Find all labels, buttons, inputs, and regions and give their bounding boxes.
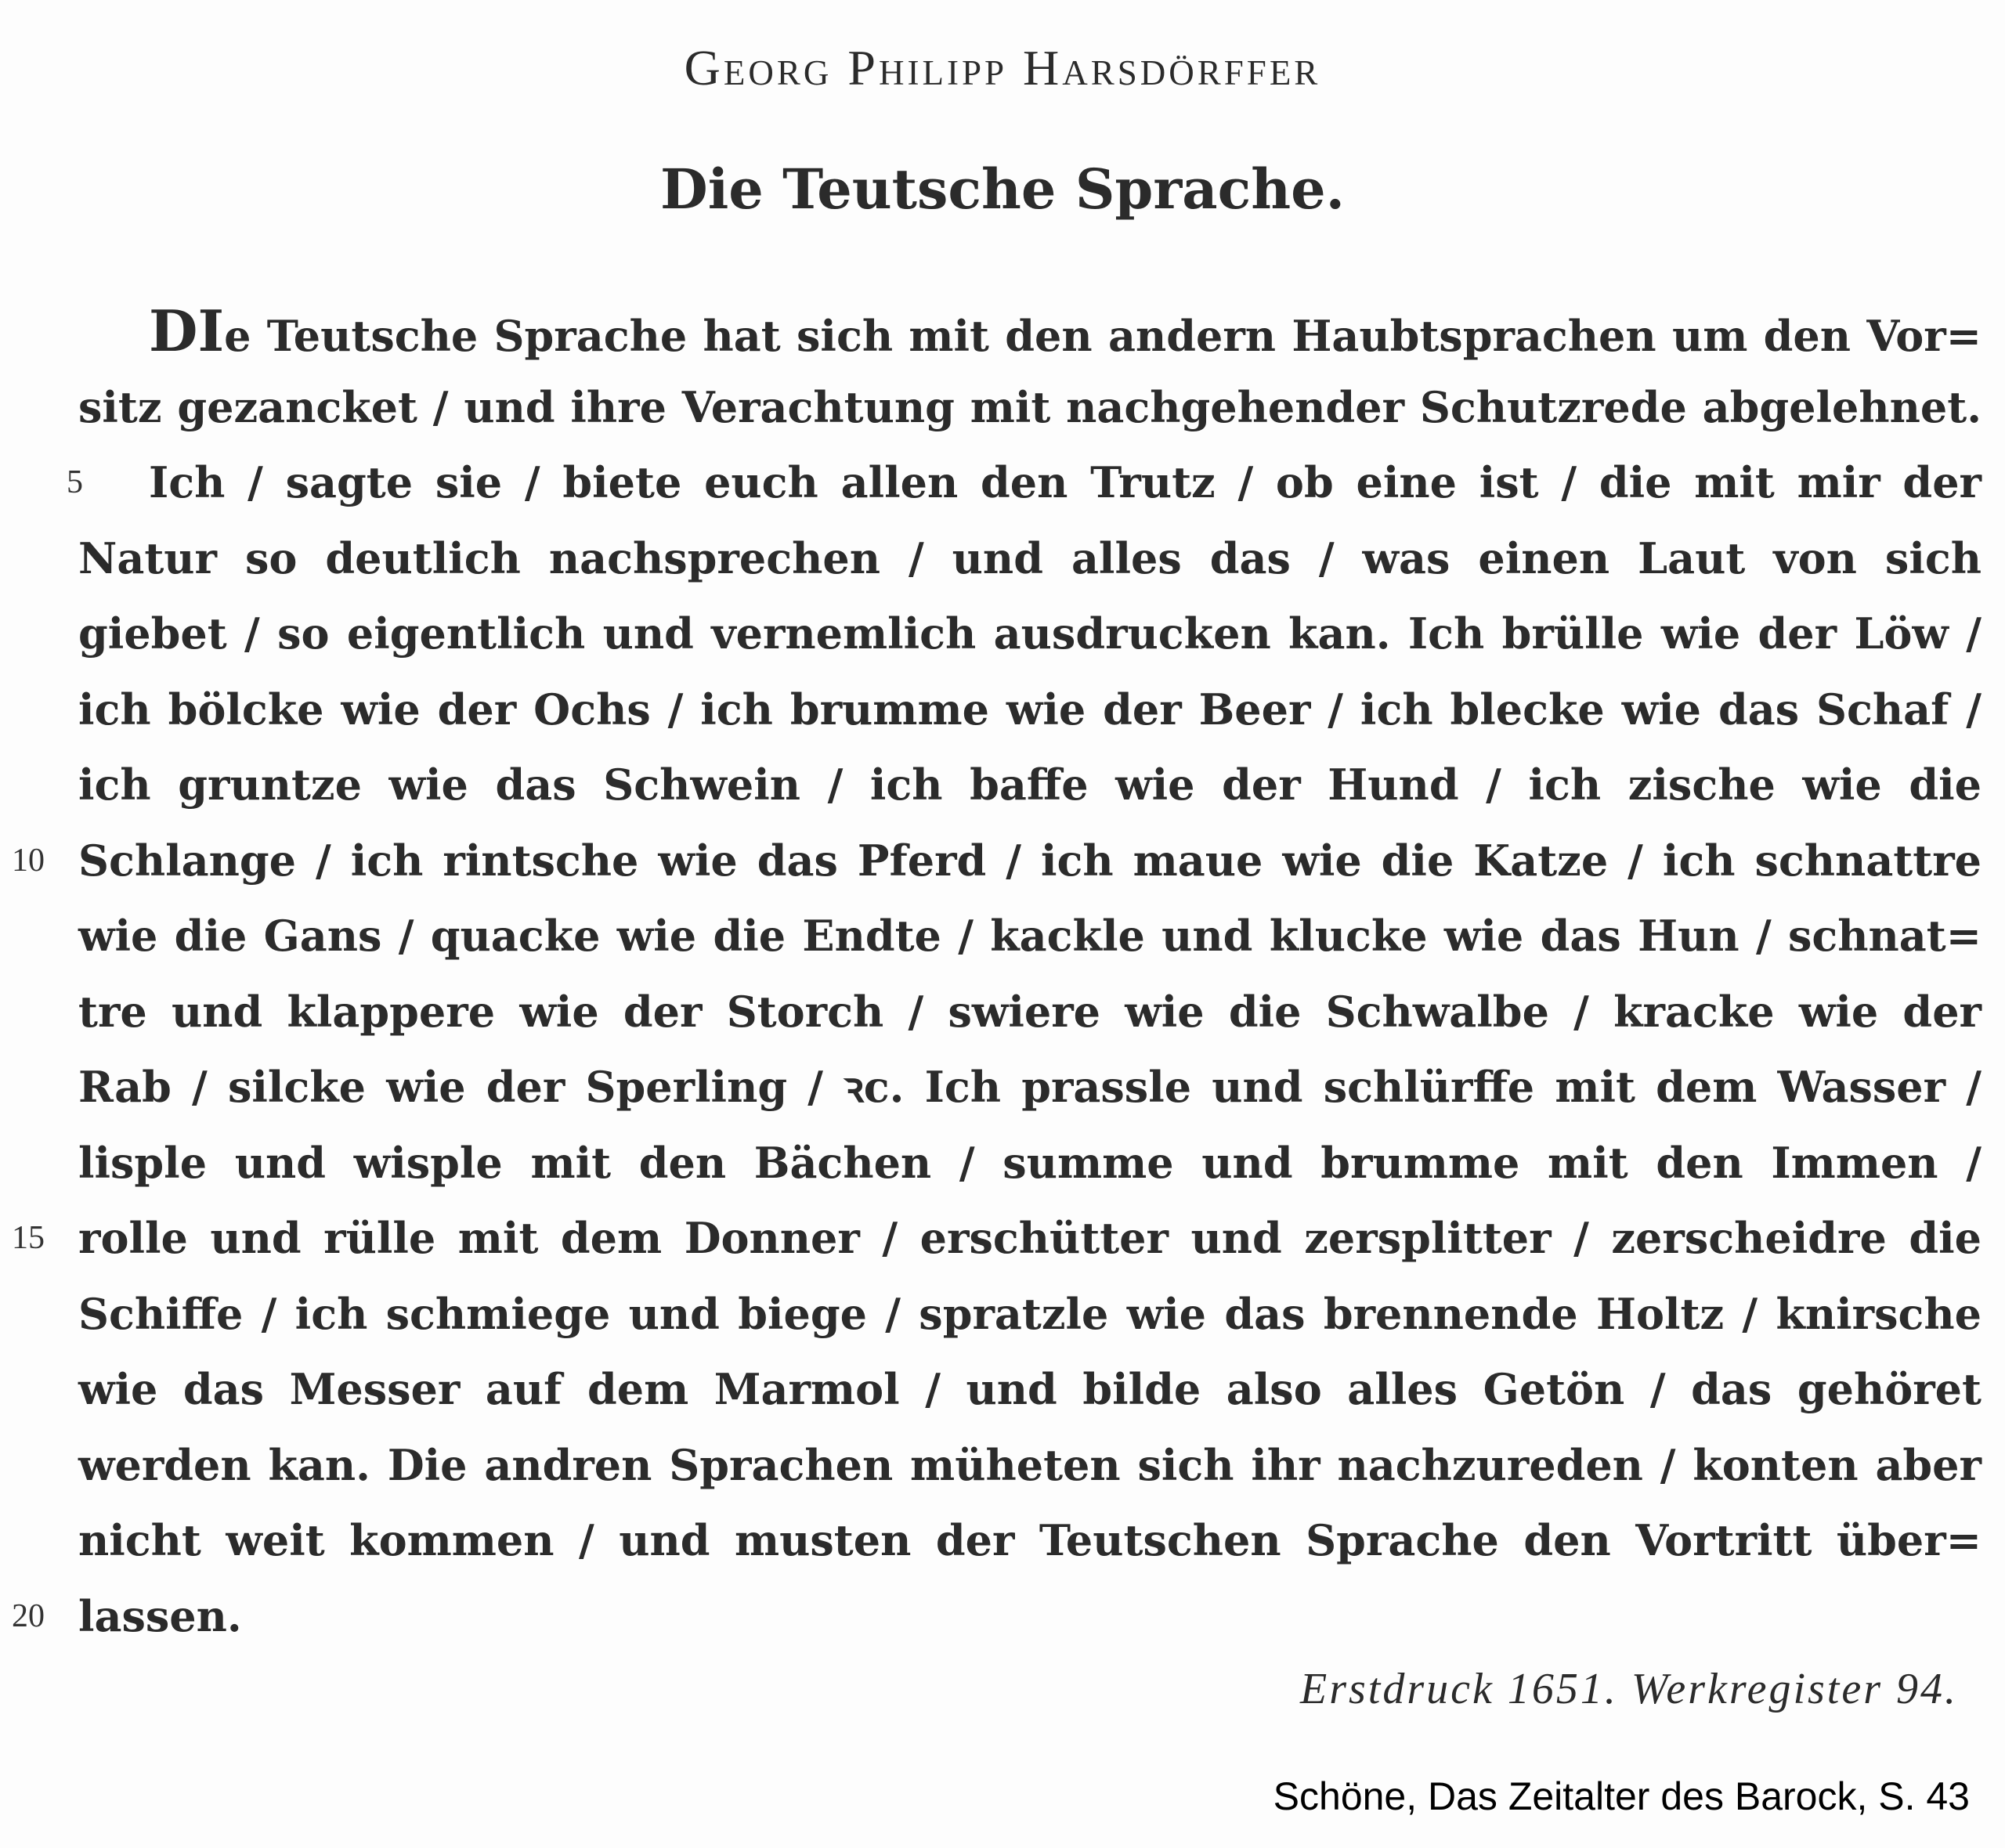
text-line-13 bbox=[12, 1200, 1982, 1276]
text-line-9 bbox=[78, 898, 1982, 974]
text-line-10 bbox=[78, 974, 1982, 1050]
line-number: 5 bbox=[67, 464, 83, 500]
line-text: werden kan. Die andren Sprachen müheten sich ihr nachzureden / konten aber bbox=[78, 1439, 1982, 1490]
text-line-11 bbox=[78, 1049, 1982, 1125]
line-text: Schiffe / ich schmiege und biege / spratzle wie das brennende Holtz / knirsche bbox=[78, 1288, 1982, 1339]
text-line-14 bbox=[78, 1276, 1982, 1352]
line-number: 20 bbox=[12, 1597, 45, 1634]
author-heading: Georg Philipp Harsdörffer bbox=[684, 40, 1321, 96]
source-note: Erstdruck 1651. Werkregister 94. bbox=[1300, 1665, 1958, 1713]
line-text: wie das Messer auf dem Marmol / und bilde also alles Getön / das gehöret bbox=[78, 1364, 1982, 1414]
line-text: lisple und wisple mit den Bächen / summe und brumme mit den Immen / bbox=[78, 1137, 1982, 1188]
poem-body bbox=[12, 294, 1982, 1654]
text-line-15 bbox=[78, 1352, 1982, 1428]
line-text: Rab / silcke wie der Sperling / ꝛc. Ich prassle und schlürffe mit dem Wasser / bbox=[78, 1062, 1982, 1112]
line-text: wie die Gans / quacke wie die Endte / kackle und klucke wie das Hun / schnat= bbox=[78, 911, 1982, 961]
line-number: 15 bbox=[12, 1220, 45, 1256]
text-line-6 bbox=[78, 672, 1982, 748]
line-text: Natur so deutlich nachsprechen / und alles das / was einen Laut von sich bbox=[78, 532, 1982, 583]
text-line-5 bbox=[78, 596, 1982, 672]
text-line-4 bbox=[78, 521, 1982, 597]
text-line-2 bbox=[78, 370, 1982, 446]
text-line-1 bbox=[78, 294, 1982, 370]
line-text: e Teutsche Sprache hat sich mit den andern Haubtsprachen um den Vor= bbox=[224, 311, 1982, 361]
line-text: ich bölcke wie der Ochs / ich brumme wie der Beer / ich blecke wie das Schaf / bbox=[78, 684, 1982, 735]
line-text: ich gruntze wie das Schwein / ich baffe wie der Hund / ich zische wie die bbox=[78, 760, 1982, 810]
line-number: 10 bbox=[12, 842, 45, 879]
line-text: tre und klappere wie der Storch / swiere wie die Schwalbe / kracke wie der bbox=[78, 986, 1982, 1037]
line-text: sitz gezancket / und ihre Verachtung mit nachgehender Schutzrede abgelehnet. bbox=[78, 381, 1982, 432]
line-text: lassen. bbox=[78, 1590, 242, 1641]
line-text: Ich / sagte sie / biete euch allen den Trutz / ob eine ist / die mit mir der bbox=[149, 457, 1982, 507]
initial-letters: DI bbox=[149, 298, 225, 364]
line-text: rolle und rülle mit dem Donner / erschütter und zersplitter / zerscheidre die bbox=[78, 1213, 1982, 1263]
text-line-17 bbox=[78, 1503, 1982, 1579]
text-line-16 bbox=[78, 1428, 1982, 1503]
text-line-12 bbox=[78, 1125, 1982, 1201]
line-text: Schlange / ich rintsche wie das Pferd / ich maue wie die Katze / ich schnattre bbox=[78, 835, 1982, 886]
text-line-8 bbox=[12, 823, 1982, 899]
text-line-7 bbox=[78, 747, 1982, 823]
line-text: giebet / so eigentlich und vernemlich ausdrucken kan. Ich brülle wie der Löw / bbox=[78, 608, 1982, 659]
text-line-18 bbox=[12, 1579, 1982, 1655]
text-line-3 bbox=[67, 445, 1982, 521]
line-text: nicht weit kommen / und musten der Teutschen Sprache den Vortritt über= bbox=[78, 1515, 1982, 1565]
page-title: Die Teutsche Sprache. bbox=[659, 157, 1345, 222]
citation-caption: Schöne, Das Zeitalter des Barock, S. 43 bbox=[1273, 1774, 1970, 1818]
